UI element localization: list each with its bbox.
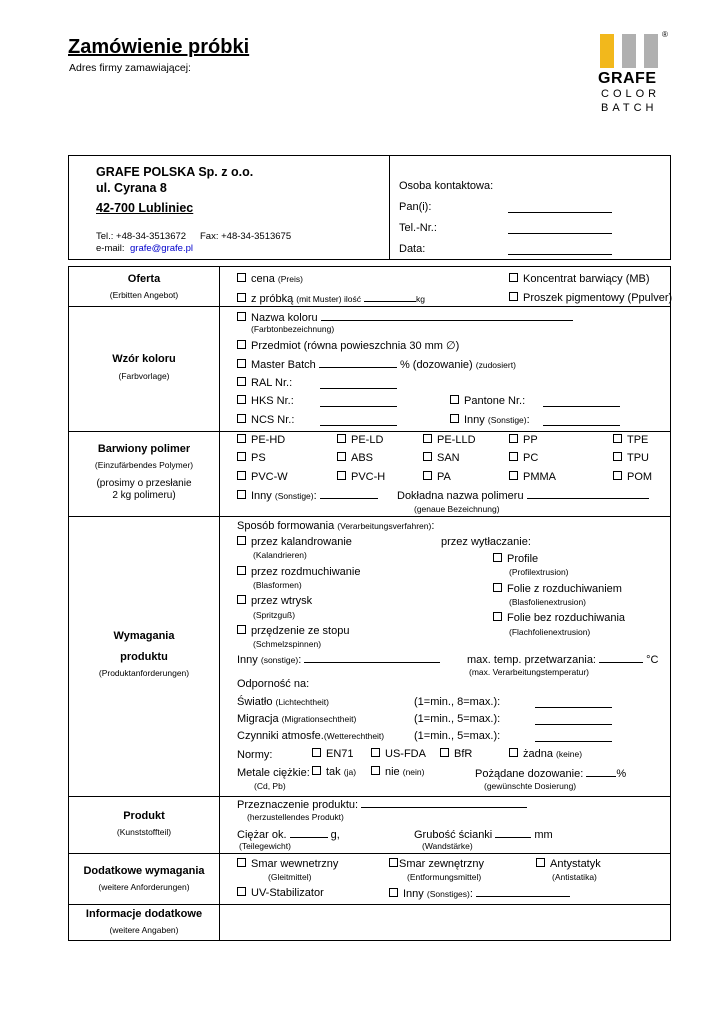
polimer-pe-lld[interactable]: PE-LLD [423, 434, 476, 446]
grubosc[interactable]: Grubość ścianki mm [414, 829, 553, 841]
info-title: Informacje dodatkowe [85, 908, 203, 920]
wzor-hks-field[interactable] [320, 406, 397, 407]
info-sub: (weitere Angaben) [109, 925, 179, 935]
czynniki-field[interactable] [535, 741, 612, 742]
opt-rozdmuchiwanie[interactable]: przez rozdmuchiwanie [237, 566, 360, 578]
oferta-sub: (Erbitten Angebot) [109, 290, 179, 300]
contact-heading: Osoba kontaktowa: [399, 180, 494, 192]
wzor-ncs[interactable]: NCS Nr.: [237, 414, 294, 426]
polimer-pvc-w[interactable]: PVC-W [237, 471, 288, 483]
opt-przedzenie[interactable]: przędzenie ze stopu [237, 625, 349, 637]
logo-registered: ® [662, 30, 668, 39]
polimer-pe-hd[interactable]: PE-HD [237, 434, 285, 446]
polimer-note-2: 2 kg polimeru) [112, 490, 176, 501]
wzor-ral[interactable]: RAL Nr.: [237, 377, 292, 389]
opt-profile[interactable]: Profile [493, 553, 538, 565]
metale-sub: (Cd, Pb) [254, 781, 286, 791]
wzor-inny[interactable]: Inny (Sonstige): [450, 414, 530, 426]
opt-smar-zew-sub: (Entformungsmittel) [407, 872, 482, 882]
produkt-title: Produkt [123, 810, 165, 822]
wzor-ncs-field[interactable] [320, 425, 397, 426]
polimer-tpu[interactable]: TPU [613, 452, 649, 464]
polimer-inny[interactable]: Inny (Sonstige): [237, 489, 378, 502]
oferta-koncentrat[interactable]: Koncentrat barwiący (MB) [509, 273, 650, 285]
norm-zadna[interactable]: żadna (keine) [509, 748, 582, 760]
logo-word-grafe: GRAFE [598, 70, 657, 87]
polimer-tpe[interactable]: TPE [613, 434, 648, 446]
wzor-przedmiot[interactable]: Przedmiot (równa powieszchnia 30 mm ∅) [237, 339, 459, 352]
swiatlo-field[interactable] [535, 707, 612, 708]
wzor-pantone[interactable]: Pantone Nr.: [450, 395, 525, 407]
logo-bar-grey-2 [644, 34, 658, 68]
polimer-pvc-h[interactable]: PVC-H [337, 471, 385, 483]
oferta-cena[interactable]: cena (Preis) [237, 273, 303, 285]
opt-folie-bez[interactable]: Folie bez rozduchiwania [493, 612, 625, 624]
polimer-ps[interactable]: PS [237, 452, 266, 464]
opt-przedzenie-sub: (Schmelzspinnen) [253, 639, 322, 649]
produkt-sub: (Kunststoffteil) [116, 827, 172, 837]
wytlaczanie-label: przez wytłaczanie: [441, 536, 531, 548]
polimer-dokladna-sub: (genaue Bezeichnung) [414, 504, 500, 514]
metale-tak[interactable]: tak (ja) [312, 766, 356, 778]
norm-bfr[interactable]: BfR [440, 748, 472, 760]
company-street: ul. Cyrana 8 [96, 181, 167, 195]
company-tel: Tel.: +48-34-3513672 [96, 231, 187, 242]
info-field[interactable] [220, 905, 670, 940]
opt-folie-z-sub: (Blasfolienextrusion) [509, 597, 587, 607]
polimer-pp[interactable]: PP [509, 434, 538, 446]
opt-profile-sub: (Profilextrusion) [509, 567, 569, 577]
dodatkowe-title: Dodatkowe wymagania [83, 865, 205, 877]
wzor-nazwa-sub: (Farbtonbezeichnung) [251, 324, 335, 334]
pozadane-dozowanie[interactable]: Pożądane dozowanie: % [475, 768, 627, 780]
polimer-pc[interactable]: PC [509, 452, 538, 464]
polimer-pom[interactable]: POM [613, 471, 652, 483]
normy-label: Normy: [237, 749, 273, 761]
przeznaczenie[interactable]: Przeznaczenie produktu: [237, 798, 527, 811]
opt-antystatyk[interactable]: Antystatyk [536, 858, 601, 870]
opt-kalandrowanie[interactable]: przez kalandrowanie [237, 536, 352, 548]
wzor-sub: (Farbvorlage) [118, 371, 170, 381]
dodatkowe-sub: (weitere Anforderungen) [98, 882, 190, 892]
max-temp[interactable]: max. temp. przetwarzania: °C [467, 654, 659, 666]
wzor-nazwa[interactable]: Nazwa koloru [237, 311, 573, 324]
swiatlo-range: (1=min., 8=max.): [414, 696, 501, 708]
email-label: e-mail: [96, 243, 125, 254]
contact-tel-label: Tel.-Nr.: [399, 222, 437, 234]
opt-smar-wew[interactable]: Smar wewnetrzny [237, 858, 338, 870]
migracja-range: (1=min., 5=max.): [414, 713, 501, 725]
contact-data-label: Data: [399, 243, 426, 255]
opt-wtrysk-sub: (Spritzguß) [253, 610, 296, 620]
czynniki-range: (1=min., 5=max.): [414, 730, 501, 742]
opt-rozdmuchiwanie-sub: (Blasformen) [253, 580, 302, 590]
polimer-pa[interactable]: PA [423, 471, 451, 483]
opt-dod-inny[interactable]: Inny (Sonstiges): [389, 887, 570, 900]
oferta-proszek[interactable]: Proszek pigmentowy (Ppulver) [509, 292, 672, 304]
wymagania-inny[interactable]: Inny (sonstige): [237, 653, 440, 666]
contact-tel-field[interactable] [508, 233, 612, 234]
contact-data-field[interactable] [508, 254, 612, 255]
wzor-master-batch[interactable]: Master Batch % (dozowanie) (zudosiert) [237, 358, 516, 371]
company-city: 42-700 Lubliniec [96, 201, 194, 215]
wymagania-title: Wymagania [113, 630, 175, 642]
przeznaczenie-sub: (herzustellendes Produkt) [247, 812, 344, 822]
wymagania-sub: (Produktanforderungen) [98, 668, 190, 678]
polimer-pe-ld[interactable]: PE-LD [337, 434, 383, 446]
polimer-title: Barwiony polimer [97, 443, 191, 455]
polimer-pmma[interactable]: PMMA [509, 471, 556, 483]
opt-folie-z[interactable]: Folie z rozduchiwaniem [493, 583, 622, 595]
logo-word-batch: BATCH [601, 102, 658, 114]
logo-bar-grey-1 [622, 34, 636, 68]
polimer-dokladna[interactable]: Dokładna nazwa polimeru [397, 489, 649, 502]
wzor-inny-field[interactable] [543, 425, 620, 426]
opt-folie-bez-sub: (Flachfolienextrusion) [509, 627, 591, 637]
oferta-title: Oferta [127, 273, 161, 285]
pozadane-sub: (gewünschte Dosierung) [484, 781, 577, 791]
company-fax: Fax: +48-34-3513675 [200, 231, 292, 242]
norm-en71[interactable]: EN71 [312, 748, 354, 760]
metale-nie[interactable]: nie (nein) [371, 766, 424, 778]
odpornosc-label: Odporność na: [237, 678, 310, 690]
migracja-field[interactable] [535, 724, 612, 725]
wzor-hks[interactable]: HKS Nr.: [237, 395, 294, 407]
logo-word-color: COLOR [601, 88, 661, 100]
polimer-abs[interactable]: ABS [337, 452, 373, 464]
ciezar[interactable]: Ciężar ok. g, [237, 829, 340, 841]
logo [596, 32, 676, 118]
logo-bar-yellow [600, 34, 614, 68]
swiatlo-label: Światło (Lichtechtheit) [237, 696, 329, 708]
page-subtitle: Adres firmy zamawiającej: [69, 62, 191, 74]
max-temp-sub: (max. Verarbeitungstemperatur) [469, 667, 589, 677]
contact-pan-field[interactable] [508, 212, 612, 213]
opt-wtrysk[interactable]: przez wtrysk [237, 595, 312, 607]
polimer-sub: (Einzufärbendes Polymer) [94, 460, 194, 470]
sposob-formowania: Sposób formowania (Verarbeitungsverfahren): [237, 520, 435, 532]
opt-smar-wew-sub: (Gleitmittel) [268, 872, 312, 882]
wymagania-title-2: produktu [120, 651, 168, 663]
norm-us-fda[interactable]: US-FDA [371, 748, 426, 760]
contact-pan-label: Pan(i): [399, 201, 432, 213]
wzor-title: Wzór koloru [112, 353, 176, 365]
email-link[interactable]: grafe@grafe.pl [130, 243, 193, 254]
czynniki-label: Czynniki atmosfe.(Wetterechtheit) [237, 730, 385, 742]
oferta-probka[interactable]: z próbką (mit Muster) ilość kg [237, 292, 425, 305]
page-title: Zamówienie próbki [68, 36, 250, 58]
opt-antystatyk-sub: (Antistatika) [552, 872, 597, 882]
polimer-san[interactable]: SAN [423, 452, 460, 464]
metale-label: Metale ciężkie: [237, 767, 310, 779]
polimer-note-1: (prosimy o przesłanie [96, 478, 192, 489]
opt-kalandrowanie-sub: (Kalandrieren) [253, 550, 307, 560]
ciezar-sub: (Teilegewicht) [239, 841, 291, 851]
wzor-ral-field[interactable] [320, 388, 397, 389]
grubosc-sub: (Wandstärke) [422, 841, 473, 851]
migracja-label: Migracja (Migrationsechtheit) [237, 713, 357, 725]
opt-smar-zew[interactable]: Smar zewnętrzny [389, 858, 484, 870]
wzor-pantone-field[interactable] [543, 406, 620, 407]
opt-uv[interactable]: UV-Stabilizator [237, 887, 324, 899]
company-name: GRAFE POLSKA Sp. z o.o. [96, 165, 254, 179]
